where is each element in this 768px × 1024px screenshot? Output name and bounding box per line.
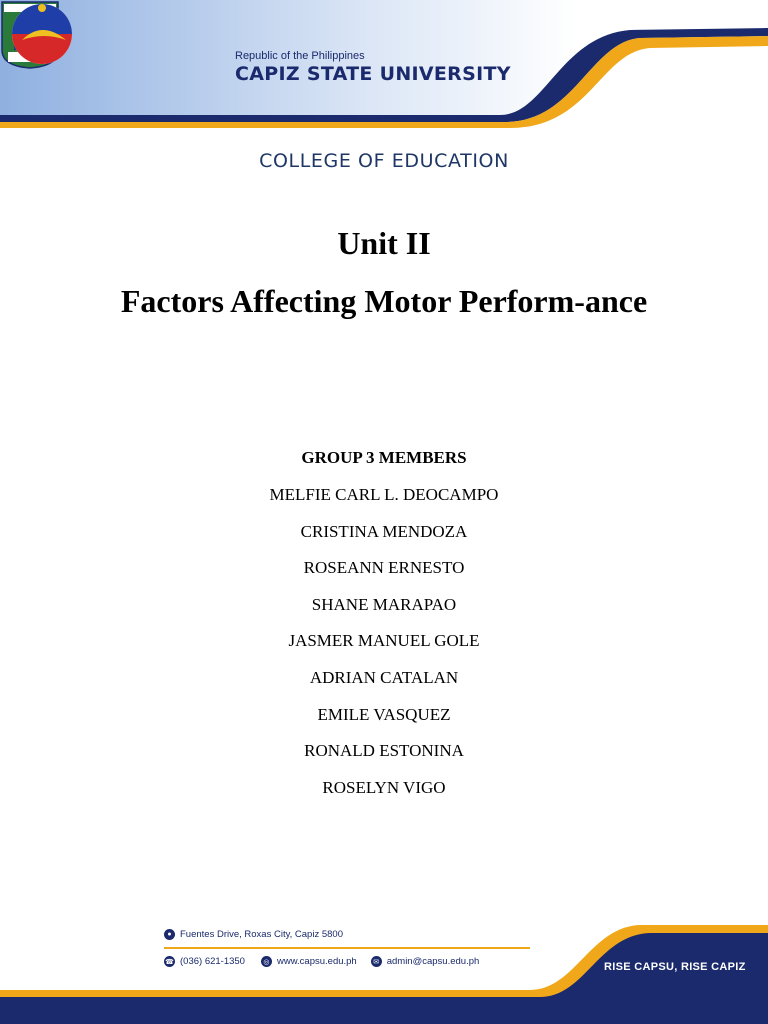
member-name: SHANE MARAPAO	[311, 594, 457, 614]
member-name: JASMER MANUEL GOLE	[288, 631, 480, 651]
globe-icon: ◎	[261, 956, 272, 967]
location-pin-icon: ●	[164, 929, 175, 940]
member-name: EMILE VASQUEZ	[317, 704, 451, 724]
email-link[interactable]: admin@capsu.edu.ph	[386, 956, 480, 967]
topic-title: Factors Affecting Motor Perform-ance	[120, 283, 648, 319]
footer-slogan: RISE CAPSU, RISE CAPIZ	[604, 961, 746, 973]
website-link[interactable]: www.capsu.edu.ph	[276, 956, 357, 967]
member-name: RONALD ESTONINA	[304, 741, 464, 761]
university-name: CAPIZ STATE UNIVERSITY	[235, 63, 511, 85]
page-footer	[0, 905, 768, 1024]
footer-address	[164, 929, 343, 940]
member-name: ROSEANN ERNESTO	[303, 558, 465, 578]
phone-text: (036) 621-1350	[180, 956, 245, 967]
member-name: CRISTINA MENDOZA	[300, 521, 468, 541]
republic-label: Republic of the Philippines	[235, 50, 365, 62]
member-name: MELFIE CARL L. DEOCAMPO	[269, 485, 499, 504]
member-name: ROSELYN VIGO	[322, 777, 446, 797]
footer-contacts	[164, 956, 479, 967]
mail-icon: ✉	[371, 956, 382, 967]
header-text-block	[235, 50, 511, 85]
footer-divider	[164, 947, 530, 949]
bagong-pilipinas-logo-icon	[0, 0, 84, 76]
phone-icon: ☎	[164, 956, 175, 967]
group-heading: GROUP 3 MEMBERS	[301, 448, 467, 467]
member-name: ADRIAN CATALAN	[309, 667, 459, 687]
page-header	[0, 0, 768, 130]
address-text: Fuentes Drive, Roxas City, Capiz 5800	[180, 929, 343, 940]
college-name: COLLEGE OF EDUCATION	[259, 150, 509, 172]
members-list	[0, 484, 768, 813]
unit-title: Unit II	[337, 225, 431, 261]
